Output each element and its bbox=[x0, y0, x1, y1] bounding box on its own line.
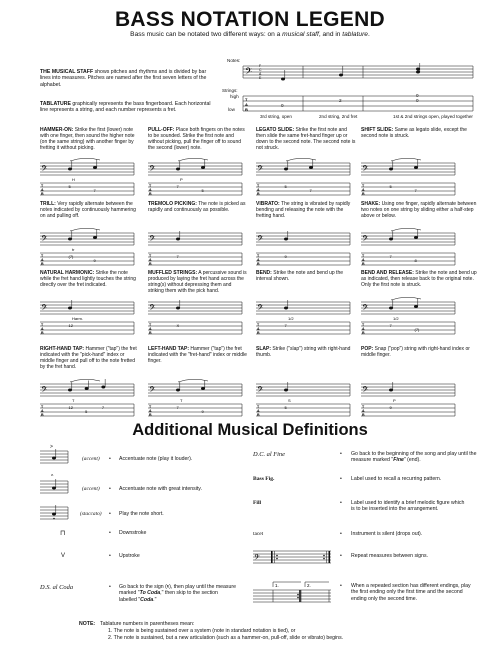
low-label: low bbox=[228, 107, 235, 112]
technique-staff-15 bbox=[361, 380, 455, 420]
svg-text:A: A bbox=[41, 258, 44, 262]
tab-number: 7 bbox=[101, 405, 105, 410]
tab-number: 5 bbox=[68, 184, 71, 189]
svg-text:B: B bbox=[41, 331, 44, 335]
tab-number: 12 bbox=[68, 405, 73, 410]
technique-mark: H bbox=[72, 177, 75, 182]
svg-text:T: T bbox=[149, 254, 152, 258]
svg-text:𝄢: 𝄢 bbox=[362, 386, 369, 397]
ending-1-label: 1. bbox=[275, 583, 279, 588]
tab-number: 7 bbox=[176, 405, 179, 410]
technique-bend-and-release: BEND AND RELEASE: Strike the note and bend up as indicated, then release back to the original note. Only the first note is struck. bbox=[361, 270, 477, 289]
def-accent-bullet: • bbox=[109, 456, 111, 462]
svg-text:T: T bbox=[362, 254, 365, 258]
svg-text:B: B bbox=[149, 192, 152, 196]
tab-number: 9 bbox=[389, 405, 392, 410]
def-tacet-bullet: • bbox=[340, 531, 342, 537]
svg-text:A: A bbox=[362, 409, 365, 413]
technique-right-hand-tap: RIGHT-HAND TAP: Hammer ("tap") the fret indicated with the "pick-hand" index or middle finger and pull off to the note fretted by the fret hand. bbox=[40, 346, 137, 371]
note-line-2: 2. The note is sustained, but a new articulation (such as a hammer-on, pull-off, slide or vibrato) begins. bbox=[108, 635, 344, 641]
def-downstroke-text: Downstroke bbox=[119, 530, 147, 536]
tab-number: 7 bbox=[414, 188, 417, 193]
downstroke-icon: ⊓ bbox=[60, 530, 66, 537]
note-label: NOTE: bbox=[79, 621, 96, 627]
svg-text:T: T bbox=[41, 323, 44, 327]
svg-text:T: T bbox=[149, 184, 152, 188]
svg-text:B: B bbox=[362, 192, 365, 196]
legend-tab-2: 0 bbox=[416, 93, 419, 98]
def-strong-accent-text: Accentuate note with great intensity. bbox=[119, 486, 202, 492]
svg-text:B: B bbox=[257, 331, 260, 335]
technique-vibrato: VIBRATO: The string is vibrated by rapidly bending and releasing the note with the fretting hand. bbox=[256, 201, 351, 220]
svg-text:A: A bbox=[41, 327, 44, 331]
technique-mark: S bbox=[288, 398, 291, 403]
upstroke-icon: V bbox=[61, 553, 66, 559]
svg-text:T: T bbox=[362, 405, 365, 409]
technique-natural-harmonic: NATURAL HARMONIC: Strike the note while the fret hand lightly touches the string directly over the fret indicated. bbox=[40, 270, 136, 289]
technique-mark: T bbox=[180, 398, 183, 403]
technique-legato-slide: LEGATO SLIDE: Strike the first note and then slide the same fret-hand finger up or down to the second note. The second note is not struck. bbox=[256, 127, 356, 152]
ending-2-label: 2. bbox=[307, 583, 311, 588]
technique-staff-14 bbox=[256, 380, 350, 420]
svg-text:T: T bbox=[149, 323, 152, 327]
svg-text:A: A bbox=[257, 409, 260, 413]
technique-shake: SHAKE: Using one finger, rapidly alternate between two notes on one string by sliding either a half-step above or below. bbox=[361, 201, 477, 220]
technique-staff-2 bbox=[256, 159, 350, 199]
svg-text:𝄢: 𝄢 bbox=[149, 165, 156, 176]
technique-staff-6 bbox=[256, 229, 350, 269]
tab-number: 5 bbox=[85, 409, 88, 414]
svg-text:C: C bbox=[259, 68, 262, 72]
caption-3rd-string: 3rd string, open bbox=[260, 114, 292, 119]
caption-2nd-string: 2nd string, 2nd fret bbox=[319, 114, 358, 119]
accent-staff bbox=[40, 444, 68, 463]
legend-tab-3: 0 bbox=[416, 98, 419, 103]
svg-text:𝄢: 𝄢 bbox=[257, 386, 264, 397]
svg-text:T: T bbox=[362, 323, 365, 327]
legend-tab-0: 0 bbox=[281, 103, 284, 108]
svg-text:𝄢: 𝄢 bbox=[245, 66, 253, 79]
svg-text:B: B bbox=[41, 413, 44, 417]
page-title: BASS NOTATION LEGEND bbox=[114, 8, 386, 31]
svg-text:B: B bbox=[41, 192, 44, 196]
technique-pop: POP: Snap ("pop") string with right-hand index or middle finger. bbox=[361, 346, 470, 359]
svg-text:T: T bbox=[245, 97, 248, 102]
def-bass-fig-text: Label used to recall a recurring pattern. bbox=[351, 476, 442, 482]
def-fill-text: Label used to identify a brief melodic figure which is to be inserted into the arrangement. bbox=[351, 500, 465, 513]
tab-number: 7 bbox=[389, 323, 392, 328]
technique-mark: 1/2 bbox=[393, 316, 399, 321]
svg-text:B: B bbox=[149, 413, 152, 417]
def-tacet-term: tacet bbox=[253, 531, 264, 537]
def-repeat-bullet: • bbox=[340, 553, 342, 559]
svg-text:A: A bbox=[149, 188, 152, 192]
svg-text:𝄢: 𝄢 bbox=[149, 304, 156, 315]
technique-staff-8 bbox=[40, 298, 134, 338]
svg-text:A: A bbox=[362, 188, 365, 192]
def-strong-accent-term: (accent) bbox=[82, 486, 100, 492]
svg-text:𝄢: 𝄢 bbox=[362, 235, 369, 246]
def-accent-text: Accentuate note (play it louder). bbox=[119, 456, 193, 462]
svg-text:T: T bbox=[257, 405, 260, 409]
technique-mark: P bbox=[393, 398, 396, 403]
svg-text:A: A bbox=[149, 409, 152, 413]
def-tacet-text: Instrument is silent (drops out). bbox=[351, 531, 423, 537]
tab-number: 5 bbox=[389, 184, 392, 189]
def-repeat-text: Repeat measures between signs. bbox=[351, 553, 428, 559]
svg-text:A: A bbox=[245, 102, 248, 107]
svg-text:𝄢: 𝄢 bbox=[149, 386, 156, 397]
svg-text:^: ^ bbox=[51, 474, 54, 480]
svg-text:𝄢: 𝄢 bbox=[41, 235, 48, 246]
technique-staff-12 bbox=[40, 380, 134, 420]
svg-text:B: B bbox=[362, 262, 365, 266]
technique-mark: tr bbox=[72, 247, 75, 252]
technique-staff-13 bbox=[148, 380, 242, 420]
technique-staff-1 bbox=[148, 159, 242, 199]
technique-pull-off: PULL-OFF: Place both fingers on the notes to be sounded. Strike the first note and without picking, pull the finger off to sound the second (lower) note. bbox=[148, 127, 245, 152]
def-ds-al-coda-text: Go back to the sign (𝄋), then play until the measure marked "To Coda," then skip to the section labelled "Coda." bbox=[119, 584, 237, 603]
technique-staff-5 bbox=[148, 229, 242, 269]
svg-text:T: T bbox=[41, 405, 44, 409]
svg-text:A: A bbox=[41, 409, 44, 413]
caption-1st-2nd-strings: 1st & 2nd strings open, played together bbox=[393, 114, 473, 119]
svg-text:A: A bbox=[149, 258, 152, 262]
technique-hammer-on: HAMMER-ON: Strike the first (lower) note with one finger, then sound the higher note (on the same string) with another finger by fretting it without picking. bbox=[40, 127, 135, 152]
svg-text:A: A bbox=[257, 327, 260, 331]
tablature-description: TABLATURE graphically represents the bass fingerboard. Each horizontal line represents a string, and each number represents a fret. bbox=[40, 101, 211, 114]
svg-text:T: T bbox=[41, 184, 44, 188]
def-bass-fig-term: Bass Fig. bbox=[253, 476, 275, 482]
svg-text:B: B bbox=[257, 192, 260, 196]
def-fill-bullet: • bbox=[340, 500, 342, 506]
svg-text:B: B bbox=[41, 262, 44, 266]
technique-muffled-strings: MUFFLED STRINGS: A percussive sound is produced by laying the fret hand across the string(s) without depressing them and striking them with the pick hand. bbox=[148, 270, 247, 295]
note-line-0: Tablature numbers in parentheses mean: bbox=[100, 621, 195, 627]
technique-staff-4 bbox=[40, 229, 134, 269]
svg-text:B: B bbox=[257, 262, 260, 266]
technique-trill: TRILL: Very rapidly alternate between the notes indicated by continuously hammering on and pulling off. bbox=[40, 201, 136, 220]
tab-number: 7 bbox=[309, 188, 312, 193]
tab-number: 7 bbox=[284, 323, 287, 328]
note-line-1: 1. The note is being sustained over a system (note in standard notation is tied), or bbox=[108, 628, 296, 634]
technique-staff-10 bbox=[256, 298, 350, 338]
tab-number: 8 bbox=[414, 258, 417, 263]
tab-number: 5 bbox=[201, 188, 204, 193]
def-bass-fig-bullet: • bbox=[340, 476, 342, 482]
def-downstroke-bullet: • bbox=[109, 530, 111, 536]
svg-text:A: A bbox=[257, 258, 260, 262]
legend-tab-1: 2 bbox=[339, 98, 342, 103]
tab-number: (7) bbox=[414, 327, 420, 332]
def-endings-bullet: • bbox=[340, 583, 342, 589]
svg-text:A: A bbox=[257, 188, 260, 192]
tab-number: (7) bbox=[68, 254, 74, 259]
def-staccato-text: Play the note short. bbox=[119, 511, 164, 517]
tab-number: 5 bbox=[284, 405, 287, 410]
technique-left-hand-tap: LEFT-HAND TAP: Hammer ("tap") the fret indicated with the "fret-hand" index or middle finger. bbox=[148, 346, 247, 365]
notes-label: Notes: bbox=[227, 58, 241, 63]
svg-text:𝄢: 𝄢 bbox=[149, 235, 156, 246]
svg-text:E: E bbox=[259, 76, 262, 80]
legend-staff bbox=[243, 62, 473, 116]
svg-text:𝄢: 𝄢 bbox=[257, 235, 264, 246]
svg-text:B: B bbox=[362, 413, 365, 417]
def-upstroke-text: Upstroke bbox=[119, 553, 140, 559]
def-dc-al-fine-term: D.C. al Fine bbox=[253, 451, 285, 458]
technique-staff-11 bbox=[361, 298, 455, 338]
segno-icon: 𝄋 bbox=[166, 584, 170, 590]
technique-staff-0 bbox=[40, 159, 134, 199]
technique-staff-7 bbox=[361, 229, 455, 269]
musical-staff-description: THE MUSICAL STAFF shows pitches and rhythms and is divided by bar lines into measures. Pitches are named after the first seven letters of the alphabet. bbox=[40, 69, 207, 88]
svg-text:B: B bbox=[362, 331, 365, 335]
tab-number: 12 bbox=[68, 323, 73, 328]
def-endings-text: When a repeated section has different endings, play the first ending only the first time and the second ending only the second time. bbox=[351, 583, 471, 602]
svg-text:B: B bbox=[245, 107, 248, 112]
svg-text:𝄢: 𝄢 bbox=[41, 386, 48, 397]
def-upstroke-bullet: • bbox=[109, 553, 111, 559]
svg-text:A: A bbox=[149, 327, 152, 331]
svg-text:F: F bbox=[259, 64, 262, 68]
endings-staff bbox=[253, 580, 331, 604]
def-strong-accent-bullet: • bbox=[109, 486, 111, 492]
svg-text:B: B bbox=[149, 331, 152, 335]
svg-text:>: > bbox=[50, 444, 53, 450]
svg-text:𝄢: 𝄢 bbox=[41, 304, 48, 315]
technique-staff-9 bbox=[148, 298, 242, 338]
tab-number: X bbox=[176, 323, 180, 328]
svg-text:𝄢: 𝄢 bbox=[257, 165, 264, 176]
def-fill-term: Fill bbox=[253, 500, 262, 506]
def-ds-al-coda-term: D.S. al Coda bbox=[40, 584, 74, 591]
def-staccato-term: (staccato) bbox=[80, 511, 102, 517]
def-staccato-bullet: • bbox=[109, 511, 111, 517]
svg-text:A: A bbox=[259, 72, 262, 76]
svg-text:T: T bbox=[149, 405, 152, 409]
technique-mark: 1/2 bbox=[288, 316, 294, 321]
tab-number: 9 bbox=[93, 258, 96, 263]
svg-text:𝄢: 𝄢 bbox=[254, 554, 260, 564]
tab-number: 7 bbox=[93, 188, 96, 193]
high-label: high bbox=[230, 94, 239, 99]
svg-text:𝄢: 𝄢 bbox=[41, 165, 48, 176]
strong-accent-staff bbox=[40, 474, 68, 493]
svg-text:T: T bbox=[362, 184, 365, 188]
technique-shift-slide: SHIFT SLIDE: Same as legato slide, except the second note is struck. bbox=[361, 127, 467, 140]
svg-text:T: T bbox=[257, 323, 260, 327]
technique-mark: P bbox=[180, 177, 183, 182]
technique-mark: Harm. bbox=[72, 316, 83, 321]
tab-number: 7 bbox=[176, 184, 179, 189]
section-title: Additional Musical Definitions bbox=[132, 421, 368, 439]
tab-number: 9 bbox=[201, 409, 204, 414]
technique-bend: BEND: Strike the note and bend up the interval shown. bbox=[256, 270, 344, 283]
svg-text:T: T bbox=[41, 254, 44, 258]
svg-text:B: B bbox=[149, 262, 152, 266]
page-subtitle: Bass music can be notated two different ways: on a musical staff, and in tablature. bbox=[130, 31, 370, 38]
repeat-staff bbox=[253, 549, 331, 563]
technique-slap: SLAP: Strike ("slap") string with right-hand thumb. bbox=[256, 346, 351, 359]
tab-number: 5 bbox=[284, 184, 287, 189]
svg-text:𝄢: 𝄢 bbox=[362, 165, 369, 176]
svg-text:𝄢: 𝄢 bbox=[362, 304, 369, 315]
def-ds-al-coda-bullet: • bbox=[109, 584, 111, 590]
technique-tremolo-picking: TREMOLO PICKING: The note is picked as rapidly and continuously as possible. bbox=[148, 201, 246, 214]
def-accent-term: (accent) bbox=[82, 456, 100, 462]
staccato-staff bbox=[40, 505, 68, 519]
svg-text:𝄢: 𝄢 bbox=[257, 304, 264, 315]
def-dc-al-fine-bullet: • bbox=[340, 451, 342, 457]
technique-mark: T bbox=[72, 398, 75, 403]
tab-number: 9 bbox=[284, 254, 287, 259]
svg-text:T: T bbox=[257, 254, 260, 258]
svg-text:T: T bbox=[257, 184, 260, 188]
svg-text:A: A bbox=[362, 327, 365, 331]
tab-number: 7 bbox=[389, 254, 392, 259]
svg-text:B: B bbox=[257, 413, 260, 417]
svg-text:A: A bbox=[41, 188, 44, 192]
strings-label: Strings: bbox=[222, 88, 238, 93]
tab-number: 7 bbox=[176, 254, 179, 259]
technique-staff-3 bbox=[361, 159, 455, 199]
svg-text:A: A bbox=[362, 258, 365, 262]
def-dc-al-fine-text: Go back to the beginning of the song and play until the measure marked "Fine" (end). bbox=[351, 451, 477, 464]
